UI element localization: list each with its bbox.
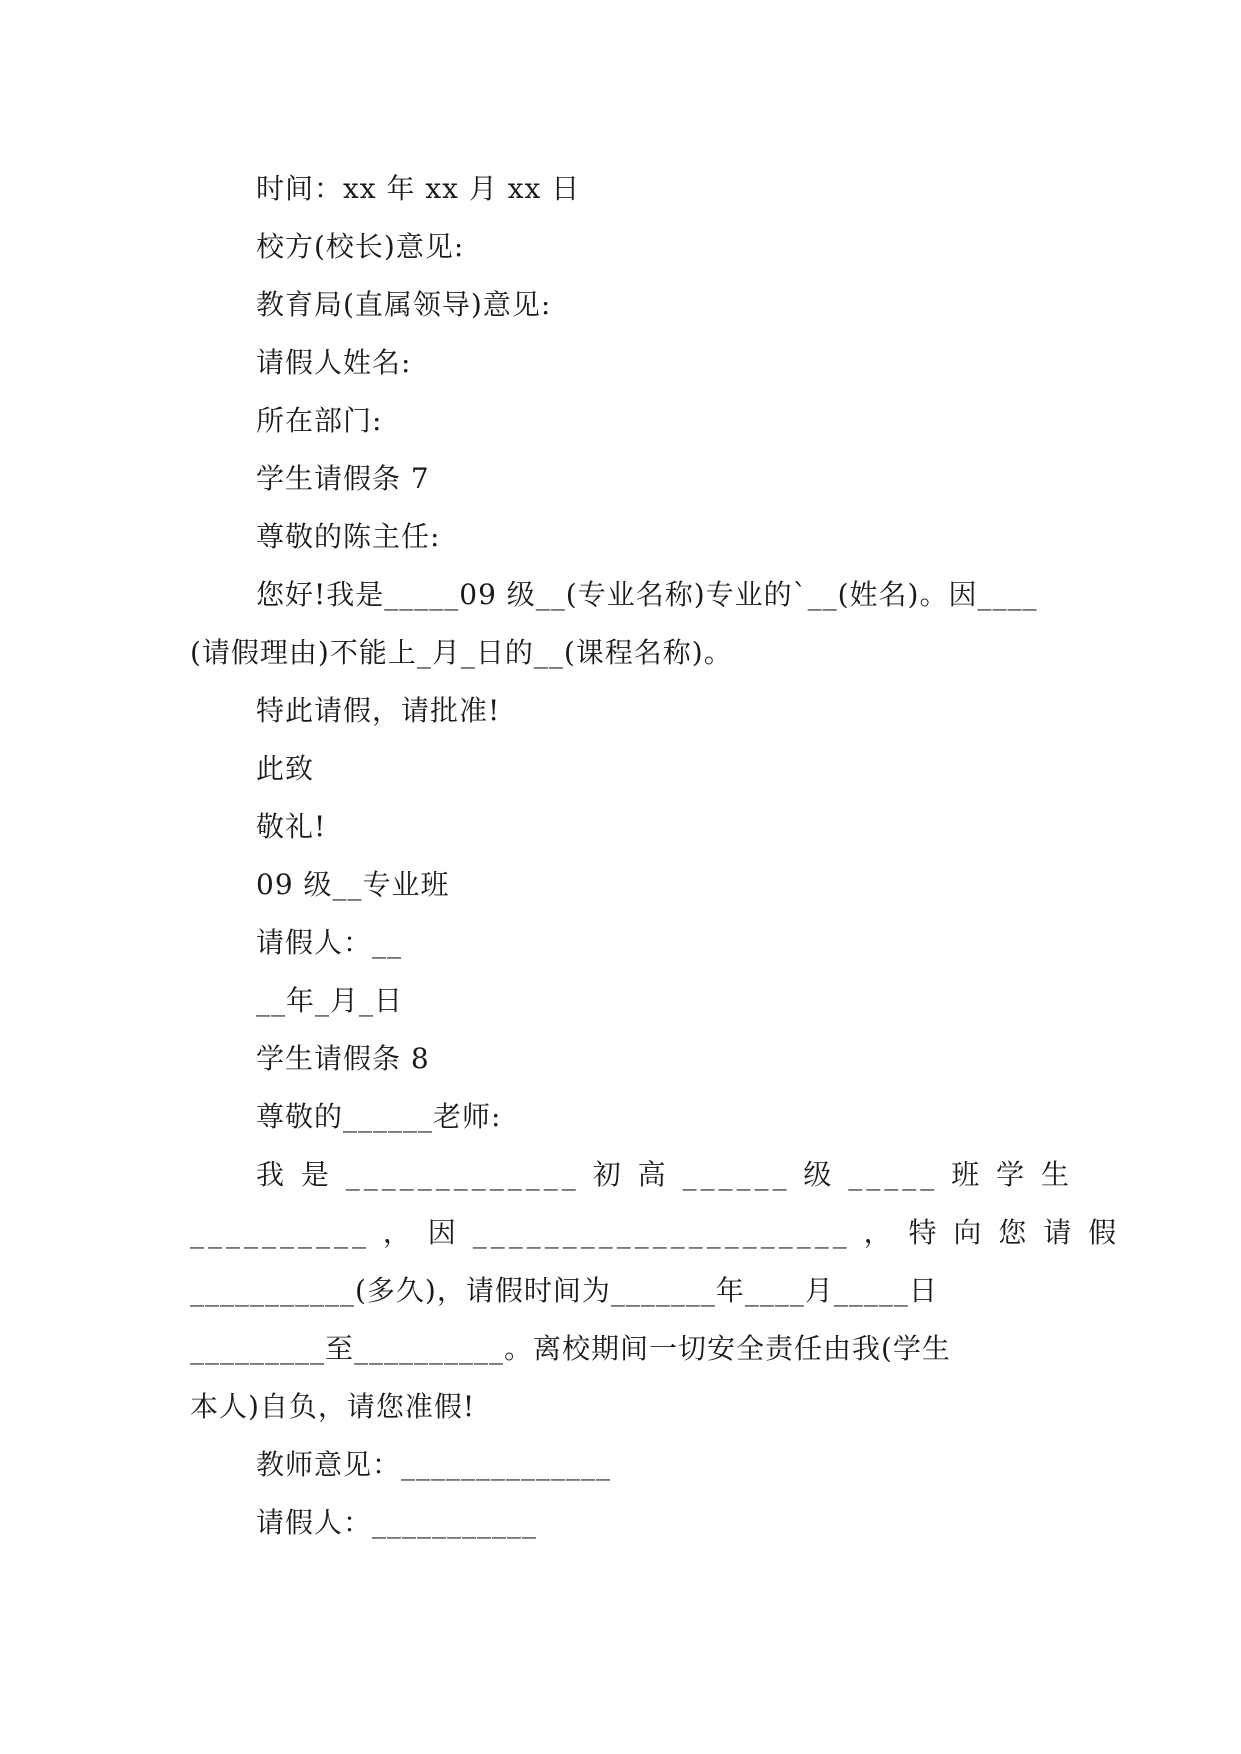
body-paragraph-8-line-5: 本人)自负，请您准假! [190,1390,476,1423]
salutation-8: 尊敬的______老师: [256,1100,502,1133]
closing-line-1: 此致 [256,752,315,785]
salutation-7: 尊敬的陈主任: [256,520,441,553]
class-line: 09 级__专业班 [256,868,450,901]
section-title-7: 学生请假条 7 [256,462,430,495]
body-paragraph-8-line-4: _________至__________。离校期间一切安全责任由我(学生 [190,1332,951,1365]
body-paragraph-8-line-1: 我 是 _____________ 初 高 ______ 级 _____ 班 学 生 [256,1158,1074,1191]
applicant-signature-line: 请假人：__ [256,926,403,959]
body-paragraph-8-line-3: ___________(多久)，请假时间为_______年____月_____日 [190,1274,938,1307]
applicant-name-label: 请假人姓名: [256,346,412,379]
closing-line-2: 敬礼! [256,810,327,843]
body-paragraph-7: 您好!我是_____09 级__(专业名称)专业的`__(姓名)。因____(请假理由)不能上_月_日的__(课程名称)。 [190,578,1038,669]
body-paragraph-8-line-2: __________ ， 因 _____________________ ， 特 向 您 请 假 [190,1216,1121,1249]
document-content [190,160,1121,1552]
date-line: 时间：xx 年 xx 月 xx 日 [256,172,581,205]
section-title-8: 学生请假条 8 [256,1042,430,1075]
applicant-line-8: 请假人：___________ [256,1506,538,1539]
education-bureau-opinion-label: 教育局(直属领导)意见: [256,288,552,321]
teacher-opinion-line: 教师意见：______________ [256,1448,612,1481]
principal-opinion-label: 校方(校长)意见: [256,230,465,263]
signature-date-line: __年_月_日 [256,984,404,1017]
request-line: 特此请假，请批准! [256,694,501,727]
department-label: 所在部门: [256,404,383,437]
